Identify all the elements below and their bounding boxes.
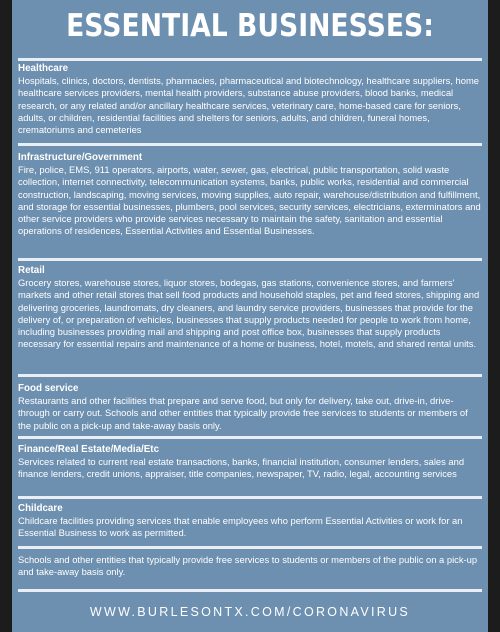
divider: [18, 374, 482, 377]
section-retail: [18, 265, 482, 350]
section-heading: Retail: [18, 265, 45, 276]
section-heading: Infrastructure/Government: [18, 152, 143, 163]
divider: [18, 589, 482, 592]
section-text: Schools and other entities that typically provide free services to students or members of the public on a pick-up and take-away basis only.: [18, 554, 478, 578]
divider: [18, 143, 482, 146]
section-finance: [18, 444, 482, 481]
section-heading: Childcare: [18, 503, 63, 514]
section-text: Restaurants and other facilities that prepare and serve food, but only for delivery, take out, drive-in, drive-through or carry out. Schools and other entities that typically provide free services to students or members of the public on a pick-up and take-away basis only.: [18, 395, 468, 431]
section-healthcare: [18, 63, 482, 136]
section-heading: Healthcare: [18, 63, 69, 74]
section-childcare: [18, 503, 482, 540]
section-text: Grocery stores, warehouse stores, liquor stores, bodegas, gas stations, convenience stores, and farmers' markets and other retail stores that sell food products and household staples, pet and feed stores, shipping and delivering groceries, laundromats, dry cleaners, and laundry service providers, businesses that provide for the delivery of, or preparation of vehicles, businesses that supply products needed for people to work from home, including businesses providing mail and shipping and post office box, businesses that supply products necessary for essential repairs and maintenance of a home or business, hotel, motels, and shared rental units.: [18, 277, 480, 350]
section-heading: Food service: [18, 383, 79, 394]
section-text: Fire, police, EMS, 911 operators, airports, water, sewer, gas, electrical, public transportation, solid waste collection, internet connectivity, telecommunication systems, banks, public works, residential and commercial construction, landscaping, moving services, moving supplies, auto repair, warehouse/distribution and fulfillment, and storage for essential businesses, plumbers, pool services, security services, electricians, exterminators and other service providers who provide services necessary to maintain the safety, sanitation and essential operations of residences, Essential Activities and Essential Businesses.: [18, 164, 481, 237]
poster: [12, 0, 488, 632]
section-food-service: [18, 383, 482, 432]
divider: [18, 496, 482, 499]
divider: [18, 258, 482, 261]
section-text: Hospitals, clinics, doctors, dentists, pharmacies, pharmaceutical and biotechnology, healthcare suppliers, home healthcare services providers, mental health providers, substance abuse providers, blood banks, medical research, or any related and/or ancillary healthcare services, veterinary care, home-based care for seniors, adults, or children, residential facilities and shelters for seniors, adults, and children, funeral homes, crematoriums and cemeteries: [18, 75, 479, 136]
section-infrastructure: [18, 152, 482, 237]
divider: [18, 436, 482, 439]
poster-title: ESSENTIAL BUSINESSES:: [66, 8, 434, 44]
section-schools: [18, 554, 482, 578]
divider: [18, 546, 482, 549]
divider: [18, 58, 482, 61]
section-heading: Finance/Real Estate/Media/Etc: [18, 444, 160, 455]
section-text: Childcare facilities providing services that enable employees who perform Essential Activities or work for an Essential Business to work as permitted.: [18, 515, 463, 539]
footer-url: WWW.BURLESONTX.COM/CORONAVIRUS: [89, 605, 411, 619]
section-text: Services related to current real estate transactions, banks, financial institution, consumer lenders, sales and finance lenders, credit unions, appraiser, title companies, newspaper, TV, radio, legal, accounting services: [18, 456, 465, 480]
